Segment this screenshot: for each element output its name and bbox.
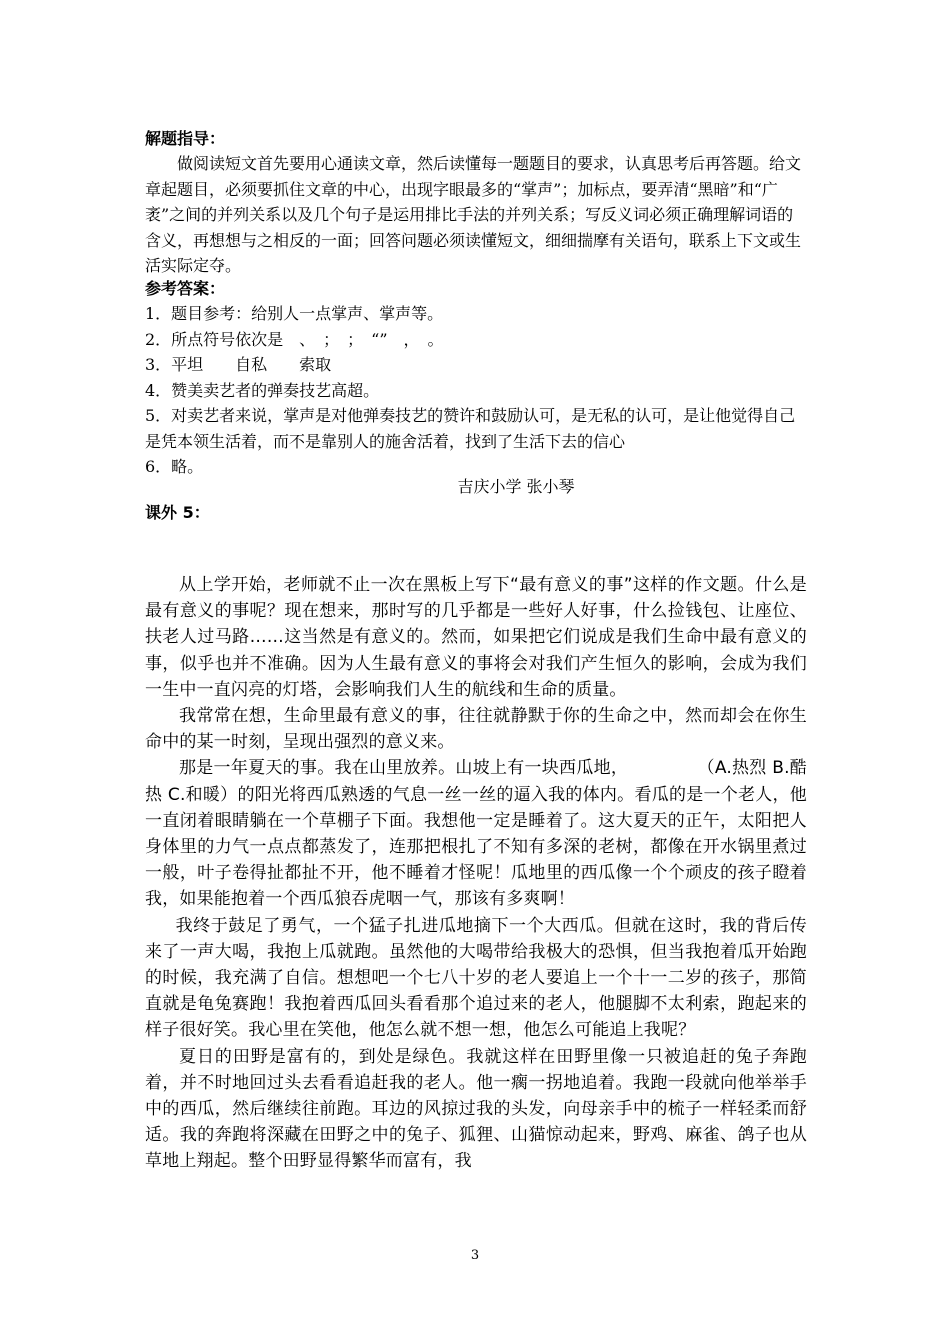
answer-item: 3．平坦 自私 索取	[145, 355, 332, 374]
guidance-text: 做阅读短文首先要用心通读文章，然后读懂每一题题目的要求，认真思考后再答题。给文章起题目，必须要抓住文章的中心，出现字眼最多的“掌声”；加标点，要弄清“黑暗”和“广袤”之间的并列关系以及几个句子是运用排比手法的并列关系；写反义词必须正确理解词语的含义，再想想与之相反的一面；回答问题必须读懂短文，细细揣摩有关语句，联系上下文或生活实际定夺。	[145, 154, 802, 275]
answers-section	[145, 276, 807, 480]
guidance-section	[145, 126, 807, 279]
answer-item: 1．题目参考：给别人一点掌声、掌声等。	[145, 304, 444, 323]
page-number: 3	[470, 1248, 480, 1263]
guidance-heading: 解题指导：	[145, 129, 226, 148]
answer-item: 6．略。	[145, 457, 204, 476]
story-paragraph: 我终于鼓足了勇气，一个猛子扎进瓜地摘下一个大西瓜。但就在这时，我的背后传来了一声大喝，我抱上瓜就跑。虽然他的大喝带给我极大的恐惧，但当我抱着瓜开始跑的时候，我充满了自信。想想吧一个七八十岁的老人要追上一个十一二岁的孩子，那简直就是龟兔赛跑！我抱着西瓜回头看看那个追过来的老人，他腿脚不太利索，跑起来的样子很好笑。我心里在笑他，他怎么就不想一想，他怎么可能追上我呢？	[145, 915, 807, 1041]
author-credit: 吉庆小学 张小琴	[457, 477, 575, 496]
extra-heading: 课外 5：	[145, 503, 210, 522]
answer-item: 2．所点符号依次是 、 ； ； “” ， 。	[145, 329, 444, 349]
story-body	[145, 572, 807, 1175]
story-paragraph: 那是一年夏天的事。我在山里放养。山坡上有一块西瓜地， （A.热烈 B.酷热 C.和暖）的阳光将西瓜熟透的气息一丝一丝的逼入我的体内。看瓜的是一个老人，他一直闭着眼睛躺在一个草棚子下面。我想他一定是睡着了。这大夏天的正午，太阳把人身体里的力气一点点都蒸发了，连那把根扎了不知有多深的老树，都像在开水锅里煮过一般，叶子卷得扯都扯不开，他不睡着才怪呢！瓜地里的西瓜像一个个顽皮的孩子瞪着我，如果能抱着一个西瓜狼吞虎咽一气，那该有多爽啊！	[145, 758, 807, 910]
answers-heading: 参考答案：	[145, 279, 226, 298]
story-paragraph: 从上学开始，老师就不止一次在黑板上写下“最有意义的事”这样的作文题。什么是最有意义的事呢？现在想来，那时写的几乎都是一些好人好事，什么捡钱包、让座位、扶老人过马路……这当然是有意义的。然而，如果把它们说成是我们生命中最有意义的事，似乎也并不准确。因为人生最有意义的事将会对我们产生恒久的影响，会成为我们一生中一直闪亮的灯塔，会影响我们人生的航线和生命的质量。	[145, 575, 807, 700]
credit-line	[145, 474, 807, 499]
answer-item: 4．赞美卖艺者的弹奏技艺高超。	[145, 380, 380, 400]
answer-item: 5．对卖艺者来说，掌声是对他弹奏技艺的赞许和鼓励认可，是无私的认可，是让他觉得自己是凭本领生活着，而不是靠别人的施舍活着，找到了生活下去的信心	[145, 406, 796, 451]
story-paragraph: 我常常在想，生命里最有意义的事，往往就静默于你的生命之中，然而却会在你生命中的某一时刻，呈现出强烈的意义来。	[145, 706, 807, 753]
extra-section	[145, 500, 807, 525]
story-paragraph: 夏日的田野是富有的，到处是绿色。我就这样在田野里像一只被追赶的兔子奔跑着，并不时地回过头去看看追赶我的老人。他一瘸一拐地追着。我跑一段就向他举举手中的西瓜，然后继续往前跑。耳边的风掠过我的头发，向母亲手中的梳子一样轻柔而舒适。我的奔跑将深藏在田野之中的兔子、狐狸、山猫惊动起来，野鸡、麻雀、鸽子也从草地上翔起。整个田野显得繁华而富有，我	[145, 1046, 807, 1172]
